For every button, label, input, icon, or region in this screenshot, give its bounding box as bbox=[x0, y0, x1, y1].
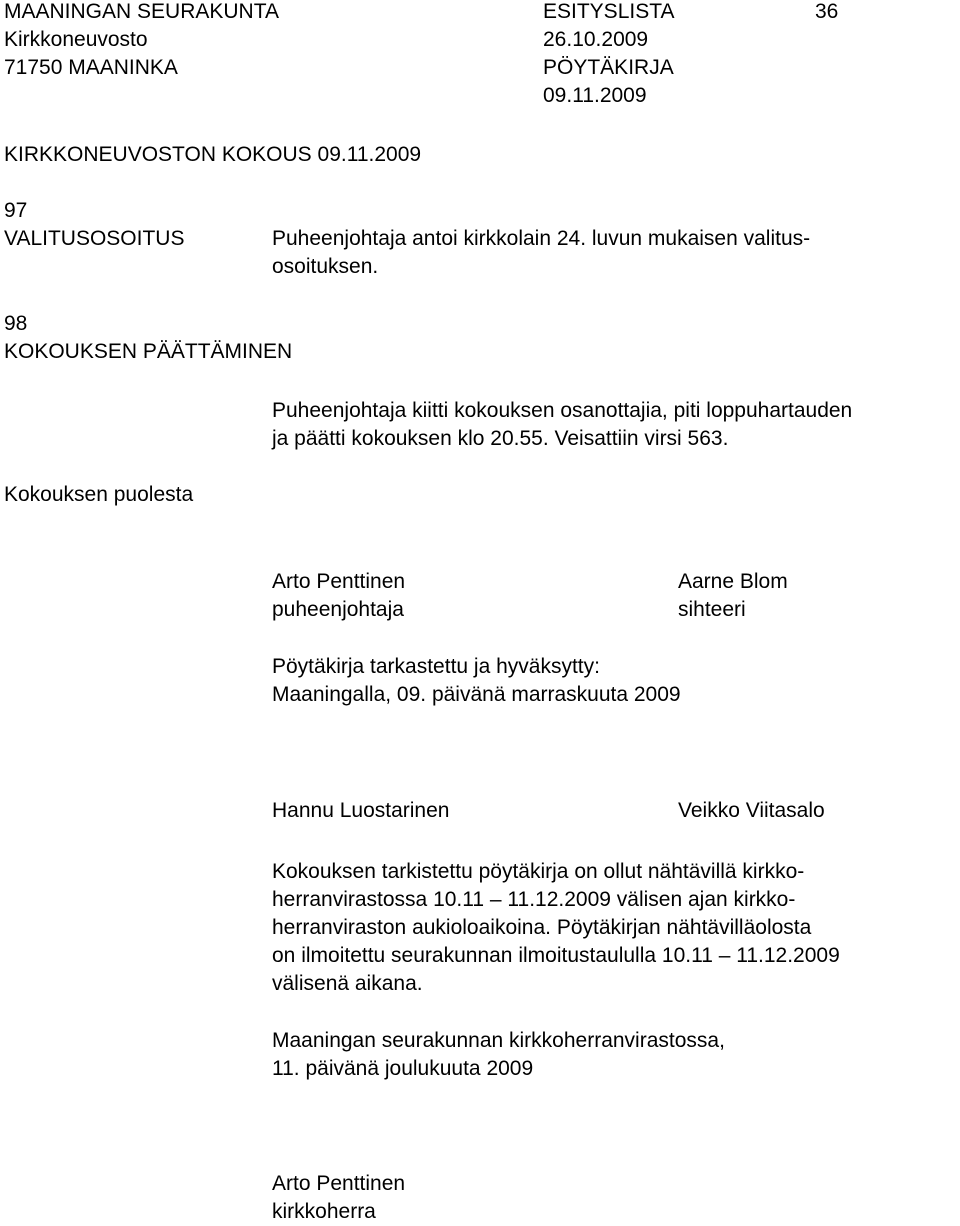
section-text bbox=[272, 397, 852, 453]
section-title: VALITUSOSOITUS bbox=[4, 227, 185, 250]
meeting-title: KIRKKONEUVOSTON KOKOUS 09.11.2009 bbox=[4, 143, 422, 166]
text-line: Puheenjohtaja antoi kirkkolain 24. luvun mukaisen valitus- bbox=[272, 227, 811, 250]
section-title: KOKOUKSEN PÄÄTTÄMINEN bbox=[4, 340, 293, 363]
certification-date: 11. päivänä joulukuuta 2009 bbox=[272, 1057, 534, 1080]
public-notice-paragraph bbox=[272, 858, 840, 998]
agenda-label: ESITYSLISTA bbox=[543, 0, 675, 23]
text-line: herranvirastossa 10.11 – 11.12.2009 välisen ajan kirkko- bbox=[272, 888, 796, 911]
secretary-name: Aarne Blom bbox=[678, 570, 788, 593]
minutes-label: PÖYTÄKIRJA bbox=[543, 56, 674, 79]
text-line: on ilmoitettu seurakunnan ilmoitustaululla 10.11 – 11.12.2009 bbox=[272, 944, 840, 967]
text-line: herranviraston aukioloaikoina. Pöytäkirjan nähtävilläolosta bbox=[272, 916, 812, 939]
reviewer-2-name: Veikko Viitasalo bbox=[678, 799, 825, 822]
chair-role: puheenjohtaja bbox=[272, 598, 404, 621]
section-number: 98 bbox=[4, 312, 28, 335]
text-line: ja päätti kokouksen klo 20.55. Veisattiin virsi 563. bbox=[272, 427, 729, 450]
certifier-name: Arto Penttinen bbox=[272, 1172, 406, 1195]
section-number: 97 bbox=[4, 199, 28, 222]
review-place-date: Maaningalla, 09. päivänä marraskuuta 2009 bbox=[272, 683, 681, 706]
certification-place: Maaningan seurakunnan kirkkoherranvirastossa, bbox=[272, 1029, 725, 1052]
certifier-role: kirkkoherra bbox=[272, 1200, 376, 1223]
text-line: välisenä aikana. bbox=[272, 972, 423, 995]
minutes-date: 09.11.2009 bbox=[543, 84, 647, 107]
reviewer-1-name: Hannu Luostarinen bbox=[272, 799, 450, 822]
text-line: Puheenjohtaja kiitti kokouksen osanottajia, piti loppuhartauden bbox=[272, 399, 853, 422]
body-name: Kirkkoneuvosto bbox=[4, 28, 148, 51]
text-line: osoituksen. bbox=[272, 255, 379, 278]
org-name: MAANINGAN SEURAKUNTA bbox=[4, 0, 279, 23]
agenda-date: 26.10.2009 bbox=[543, 28, 649, 51]
page-number: 36 bbox=[815, 0, 839, 23]
org-address: 71750 MAANINKA bbox=[4, 56, 178, 79]
review-statement: Pöytäkirja tarkastettu ja hyväksytty: bbox=[272, 655, 600, 678]
section-text bbox=[272, 225, 810, 281]
chair-name: Arto Penttinen bbox=[272, 570, 406, 593]
secretary-role: sihteeri bbox=[678, 598, 746, 621]
on-behalf-label: Kokouksen puolesta bbox=[4, 483, 194, 506]
text-line: Kokouksen tarkistettu pöytäkirja on ollut nähtävillä kirkko- bbox=[272, 860, 805, 883]
